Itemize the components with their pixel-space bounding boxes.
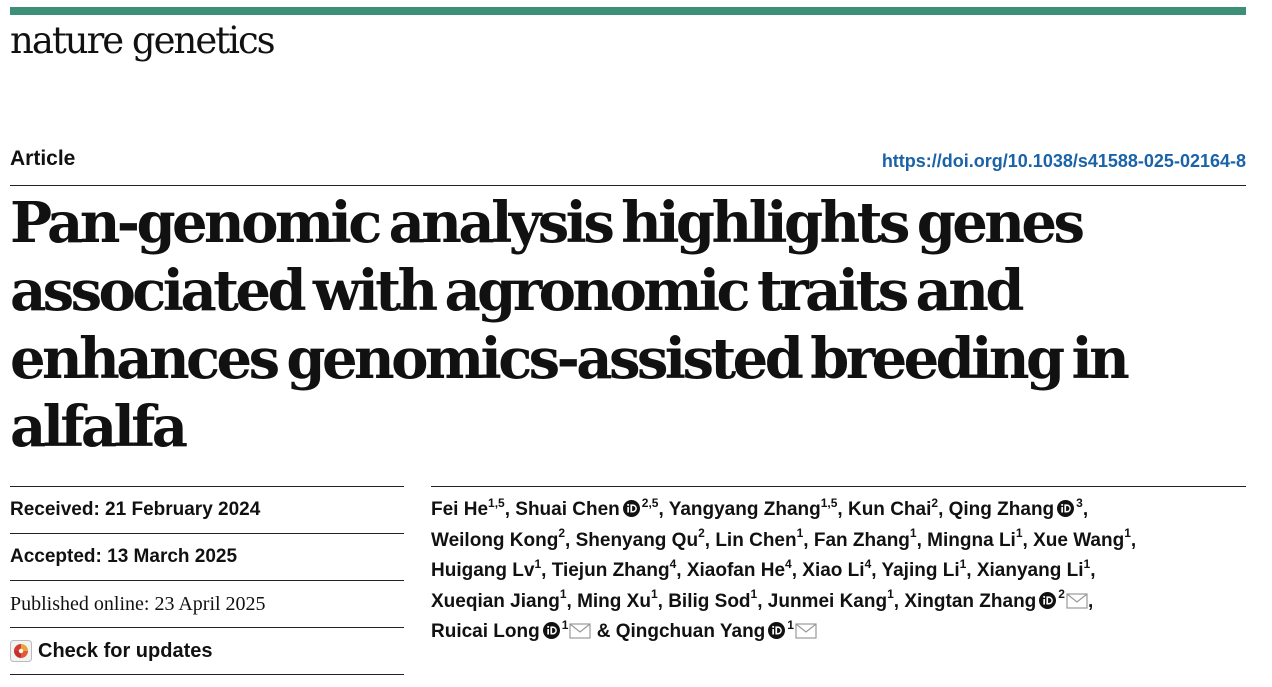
author-entry[interactable] — [431, 526, 566, 551]
author-affiliation: 3 — [1076, 495, 1083, 510]
author-name: Kun Chai — [847, 499, 932, 520]
author-affiliation: 1 — [909, 526, 917, 541]
author-affiliation: 1 — [1083, 556, 1091, 571]
author-affiliation: 1 — [1015, 526, 1023, 541]
author-entry[interactable] — [577, 587, 658, 612]
author-entry[interactable] — [615, 617, 817, 642]
author-affiliation: 1 — [559, 587, 567, 602]
author-name: Xueqian Jiang — [431, 590, 560, 612]
orcid-icon[interactable] — [768, 619, 785, 636]
orcid-icon[interactable] — [543, 619, 560, 636]
author-name: Yangyang Zhang — [668, 499, 821, 520]
author-affiliation: 1 — [561, 617, 569, 632]
article-type-label: Article — [10, 147, 76, 170]
author-entry[interactable] — [813, 526, 917, 551]
author-affiliation: 1 — [1124, 526, 1131, 541]
author-affiliation: 4 — [785, 556, 792, 571]
author-affiliation: 1 — [787, 617, 794, 632]
doi-link[interactable]: https://doi.org/10.1038/s41588-025-02164-8 — [881, 151, 1246, 171]
author-affiliation: 1 — [887, 587, 894, 602]
author-affiliation: 1 — [534, 556, 542, 571]
author-entry[interactable] — [881, 556, 967, 581]
author-entry[interactable] — [431, 495, 505, 520]
author-name: Xue Wang — [1033, 529, 1125, 551]
check-updates-icon — [10, 640, 32, 662]
check-for-updates-button[interactable] — [10, 627, 404, 675]
author-name: Bilig Sod — [668, 590, 751, 612]
author-entry[interactable] — [767, 587, 894, 612]
author-affiliation: 2 — [698, 526, 705, 541]
email-icon[interactable] — [1066, 589, 1088, 605]
orcid-icon[interactable] — [1039, 589, 1056, 606]
article-title: Pan-genomic analysis highlights genes associated with agronomic traits and enhances genomics-assisted breeding in alfalfa — [10, 190, 1127, 460]
author-affiliation: 4 — [669, 556, 677, 571]
author-entry[interactable] — [802, 556, 872, 581]
author-affiliation: 2 — [558, 526, 566, 541]
header-divider — [10, 185, 1246, 186]
author-name: Xiao Li — [802, 560, 865, 581]
published-date: Published online: 23 April 2025 — [10, 580, 404, 627]
author-name: Xiaofan He — [686, 560, 786, 581]
author-affiliation: 1 — [650, 587, 658, 602]
author-entry[interactable] — [551, 556, 677, 581]
author-entry[interactable] — [515, 495, 659, 520]
author-entry[interactable] — [431, 556, 542, 581]
author-name: Weilong Kong — [431, 529, 559, 551]
author-entry[interactable] — [847, 495, 939, 520]
author-entry[interactable] — [715, 526, 804, 551]
author-affiliation: 1,5 — [820, 495, 838, 510]
author-entry[interactable] — [927, 526, 1023, 551]
author-name: Fei He — [431, 499, 489, 520]
author-list: Fei He$^{1,5}$, Shuai Chen $^{2,5}$, Yangyang Zhang$^{1,5}$, Kun Chai$^2$, Qing Zhang $^3$, Weilong Kong$^2$, Shenyang Qu$^2$, Lin Chen$^1$, Fan Zhang$^1$, Mingna Li$^1$, Xue Wang$^1$, Huigang Lv$^1$, Tiejun Zhang$^4$, Xiaofan He$^4$, Xiao Li$^4$, Yajing Li$^1$, Xianyang Li$^1$, Xueqian Jiang$^1$, Ming Xu$^1$, Bilig Sod$^1$, Junmei Kang$^1$, Xingtan Zhang $^2$ , Ruicai Long $^1$ & Qingchuan Yang $^1$ — [431, 495, 1137, 642]
author-name: Shuai Chen — [515, 499, 620, 520]
author-name: Xianyang Li — [976, 560, 1084, 581]
author-entry[interactable] — [431, 617, 591, 642]
author-name: Ruicai Long — [431, 621, 540, 642]
author-entry[interactable] — [904, 587, 1088, 612]
email-icon[interactable] — [795, 619, 817, 635]
author-name: Fan Zhang — [813, 529, 910, 551]
check-updates-label: Check for updates — [38, 639, 213, 662]
author-affiliation: 4 — [864, 556, 872, 571]
author-name: Xingtan Zhang — [904, 590, 1037, 612]
author-name: Tiejun Zhang — [551, 560, 670, 581]
author-name: Lin Chen — [715, 529, 797, 551]
author-entry[interactable] — [575, 526, 705, 551]
email-icon[interactable] — [569, 619, 591, 635]
author-entry[interactable] — [686, 556, 792, 581]
author-name: Yajing Li — [881, 560, 960, 581]
received-date: Received: 21 February 2024 — [10, 486, 404, 533]
author-affiliation: 1 — [959, 556, 967, 571]
author-name: Ming Xu — [577, 590, 651, 612]
author-name: Qing Zhang — [948, 499, 1055, 520]
author-name: Junmei Kang — [767, 590, 888, 612]
author-entry[interactable] — [431, 587, 567, 612]
author-name: Mingna Li — [927, 529, 1016, 551]
orcid-icon[interactable] — [623, 497, 640, 514]
author-affiliation: 2,5 — [641, 495, 659, 510]
author-affiliation: 1,5 — [488, 495, 505, 510]
orcid-icon[interactable] — [1057, 497, 1074, 514]
author-name: Qingchuan Yang — [615, 621, 766, 642]
authors-divider — [431, 486, 1246, 487]
author-entry[interactable] — [976, 556, 1091, 581]
journal-accent-bar — [10, 7, 1246, 15]
author-affiliation: 1 — [796, 526, 804, 541]
journal-logo[interactable]: nature genetics — [10, 19, 274, 62]
author-affiliation: 2 — [931, 495, 939, 510]
dates-panel — [10, 486, 404, 675]
author-conjunction: & — [596, 621, 611, 642]
author-affiliation: 1 — [750, 587, 758, 602]
author-entry[interactable] — [948, 495, 1083, 520]
author-name: Huigang Lv — [431, 560, 535, 581]
author-name: Shenyang Qu — [575, 529, 699, 551]
author-entry[interactable] — [668, 495, 838, 520]
author-entry[interactable] — [668, 587, 758, 612]
author-entry[interactable] — [1033, 526, 1131, 551]
accepted-date: Accepted: 13 March 2025 — [10, 533, 404, 580]
author-affiliation: 2 — [1058, 587, 1065, 602]
